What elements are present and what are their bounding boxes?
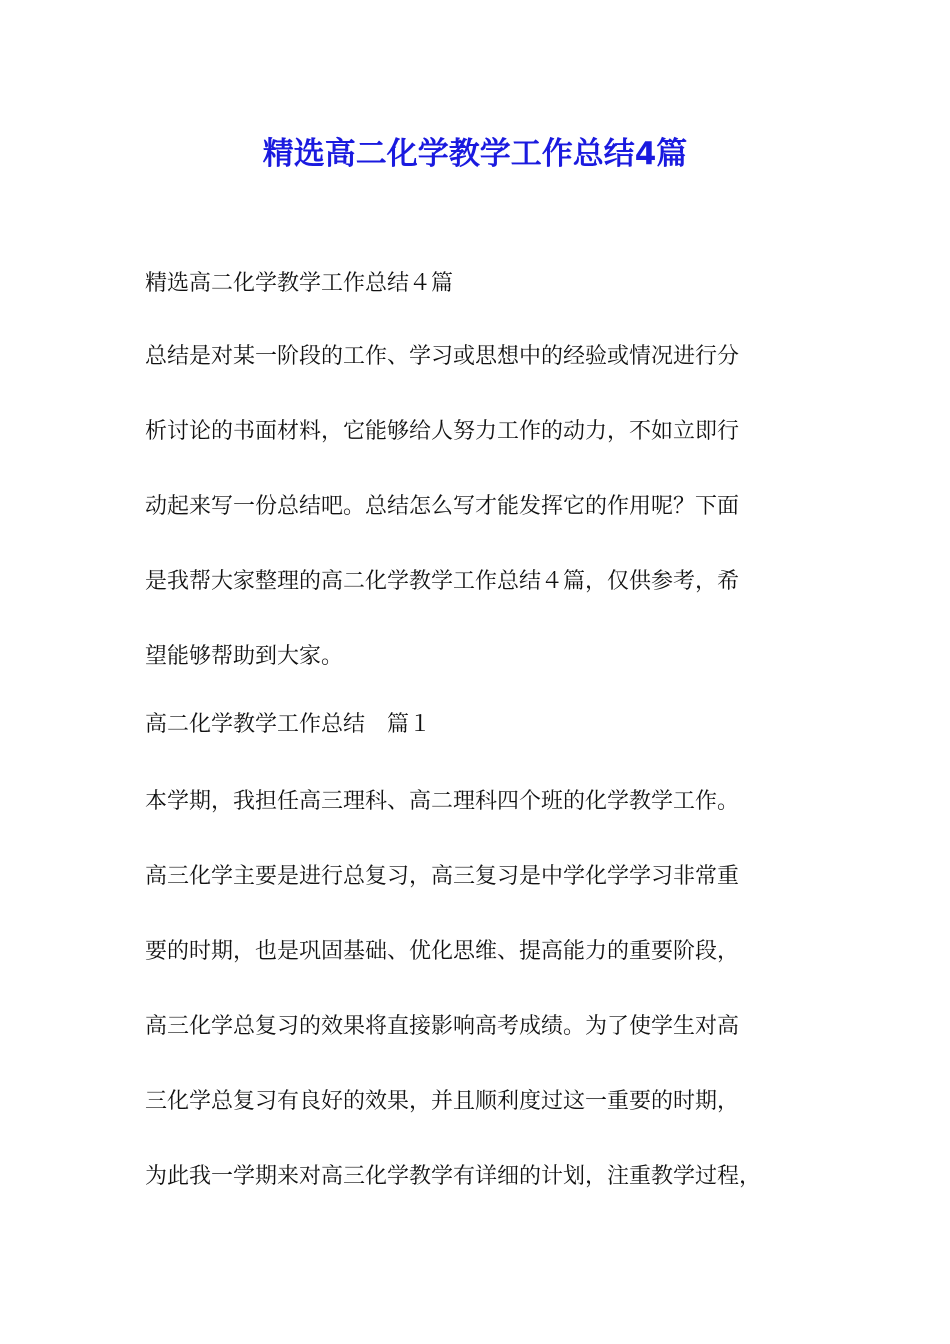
subtitle-text: 精选高二化学教学工作总结４篇: [145, 271, 454, 296]
section-heading-text: 高二化学教学工作总结 篇１: [145, 712, 432, 737]
section-line: 要的时期，也是巩固基础、优化思维、提高能力的重要阶段，: [145, 939, 740, 964]
intro-line: 动起来写一份总结吧。总结怎么写才能发挥它的作用呢？下面: [145, 494, 740, 519]
intro-line: 析讨论的书面材料，它能够给人努力工作的动力，不如立即行: [145, 419, 740, 444]
intro-line: 总结是对某一阶段的工作、学习或思想中的经验或情况进行分: [145, 344, 740, 369]
document-title: 精选高二化学教学工作总结4篇: [262, 136, 688, 172]
section-first-line: [145, 780, 815, 824]
section-heading: [145, 703, 815, 747]
section-line: 三化学总复习有良好的效果，并且顺利度过这一重要的时期，: [145, 1089, 740, 1114]
intro-paragraph: [145, 335, 815, 679]
intro-line: 是我帮大家整理的高二化学教学工作总结４篇，仅供参考，希: [145, 569, 740, 594]
section-paragraph: [145, 855, 815, 1199]
section-line: 高三化学总复习的效果将直接影响高考成绩。为了使学生对高: [145, 1014, 740, 1039]
section-line: 高三化学主要是进行总复习，高三复习是中学化学学习非常重: [145, 864, 740, 889]
section-line: 为此我一学期来对高三化学教学有详细的计划，注重教学过程，: [145, 1164, 762, 1189]
intro-line: 望能够帮助到大家。: [145, 644, 344, 669]
subtitle-line: [145, 262, 815, 306]
document-body: [145, 262, 815, 1199]
section-line: 本学期，我担任高三理科、高二理科四个班的化学教学工作。: [145, 789, 740, 814]
